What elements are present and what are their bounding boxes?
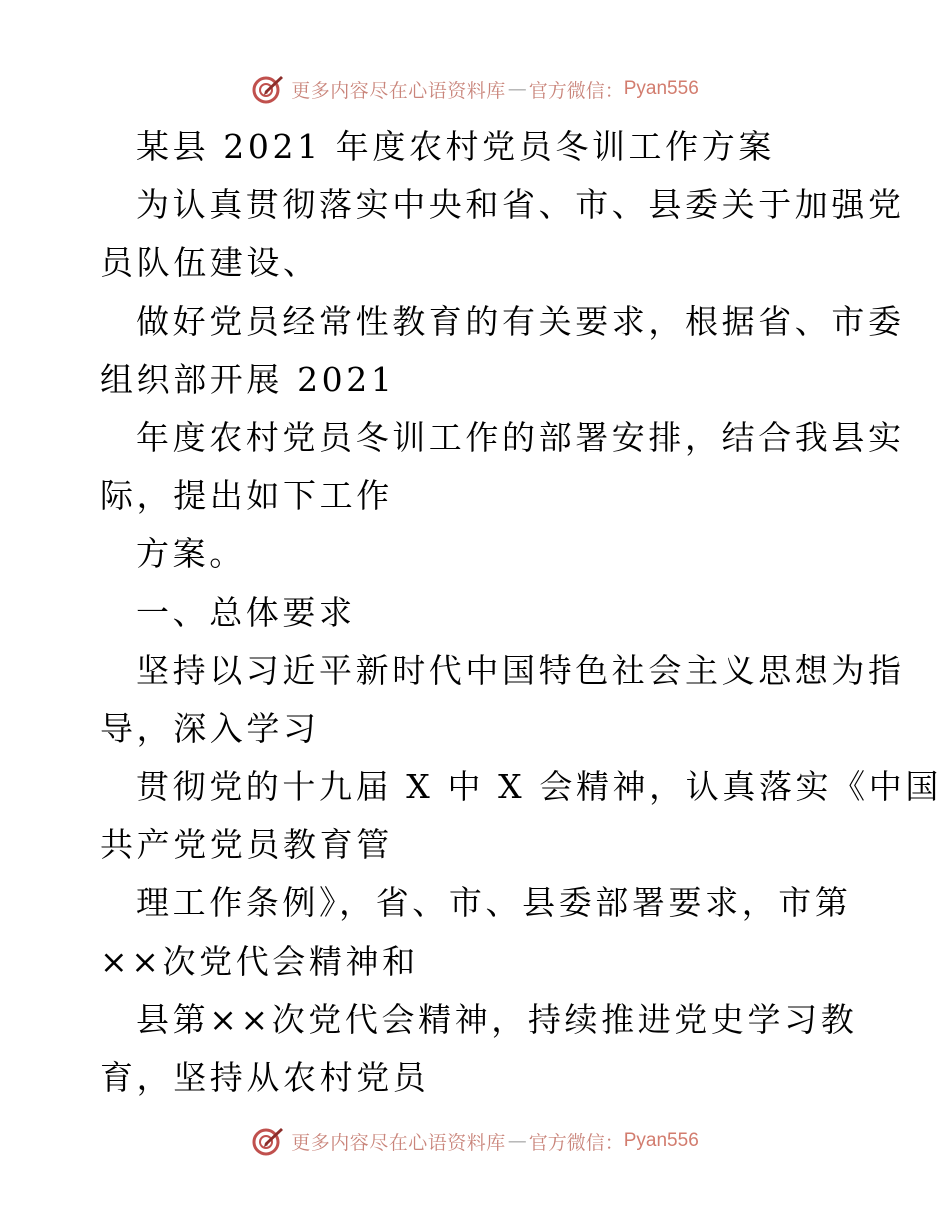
- paragraph-line: 县第××次党代会精神，持续推进党史学习教: [136, 999, 858, 1039]
- paragraph-line: 做好党员经常性教育的有关要求，根据省、市委: [136, 301, 905, 341]
- paragraph-line: 共产党党员教育管: [100, 825, 393, 865]
- paragraph-line: 坚持以习近平新时代中国特色社会主义思想为指: [136, 650, 905, 690]
- paragraph-line: 育，坚持从农村党员: [100, 1058, 430, 1097]
- watermark-wechat-label: 官方微信：: [528, 79, 624, 102]
- footer-watermark: [0, 1124, 950, 1158]
- pen-swirl-logo-icon: [251, 72, 285, 106]
- watermark-wechat-id: Pyan556: [623, 1130, 699, 1151]
- paragraph-line: 方案。: [136, 534, 246, 574]
- watermark-separator: —: [507, 78, 527, 100]
- watermark-text: 更多内容尽在心语资料库: [291, 1131, 506, 1154]
- watermark-text: 更多内容尽在心语资料库: [291, 79, 506, 102]
- watermark-wechat-label: 官方微信：: [528, 1131, 624, 1154]
- paragraph-line: 组织部开展 2021: [100, 359, 396, 399]
- paragraph-line: 为认真贯彻落实中央和省、市、县委关于加强党: [136, 185, 905, 225]
- document-body: [100, 118, 942, 1107]
- pen-swirl-logo-icon: [251, 1124, 285, 1158]
- header-watermark: [0, 72, 950, 106]
- section-heading: 一、总体要求: [136, 592, 356, 632]
- paragraph-line: 理工作条例》，省、市、县委部署要求，市第: [136, 883, 852, 923]
- paragraph-line: 员队伍建设、: [100, 243, 320, 283]
- paragraph-line: 年度农村党员冬训工作的部署安排，结合我县实: [136, 417, 905, 457]
- watermark-wechat-id: Pyan556: [623, 78, 699, 99]
- paragraph-line: 贯彻党的十九届 X 中 X 会精神，认真落实《中国: [136, 767, 942, 807]
- document-title: 某县 2021 年度农村党员冬训工作方案: [136, 127, 775, 166]
- paragraph-line: 导，深入学习: [100, 708, 320, 748]
- watermark-separator: —: [507, 1130, 527, 1152]
- paragraph-line: ××次党代会精神和: [100, 941, 419, 981]
- paragraph-line: 际，提出如下工作: [100, 476, 393, 516]
